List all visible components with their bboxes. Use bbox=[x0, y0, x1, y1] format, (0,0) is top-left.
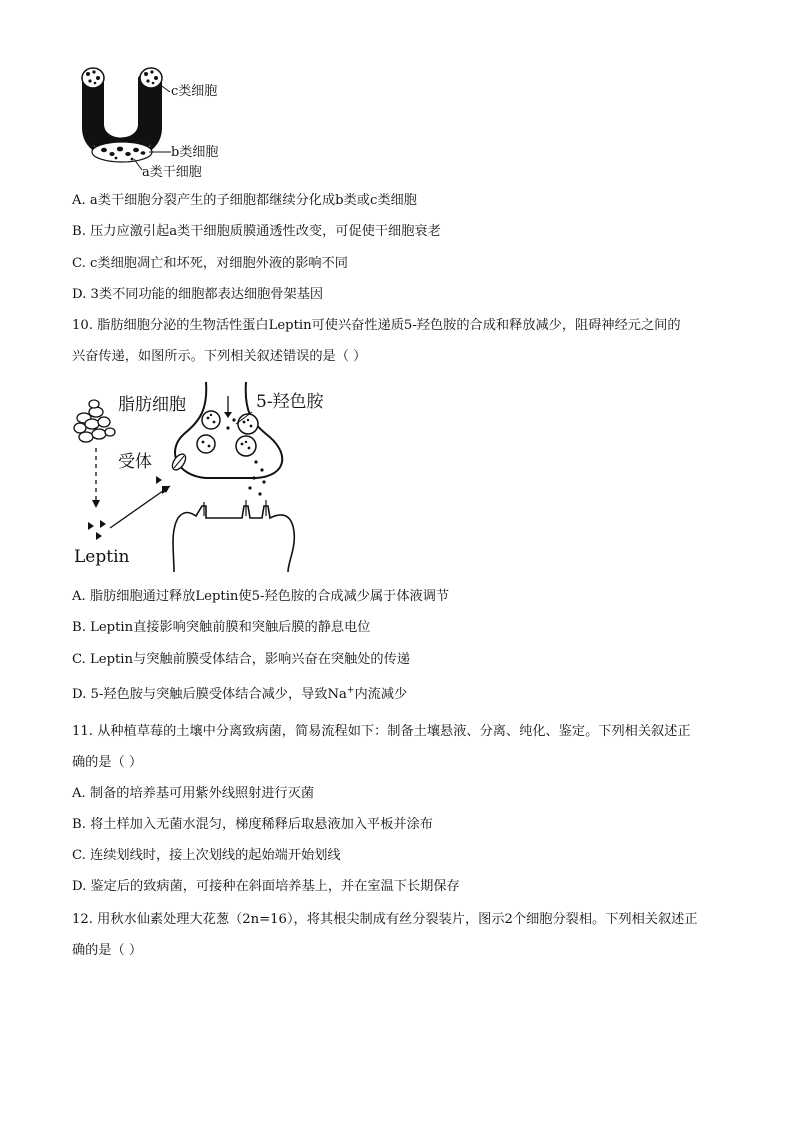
q12-stem-line1: 12. 用秋水仙素处理大花葱（2n=16），将其根尖制成有丝分裂装片，图示2个细胞分裂相。下列相关叙述正 bbox=[72, 912, 698, 927]
q11-option-a: A. 制备的培养基可用紫外线照射进行灭菌 bbox=[72, 786, 315, 801]
q10-option-b: B. Leptin直接影响突触前膜和突触后膜的静息电位 bbox=[72, 620, 371, 635]
fat-cell-icon bbox=[74, 400, 115, 442]
q9-option-c: C. c类细胞凋亡和坏死，对细胞外液的影响不同 bbox=[72, 256, 348, 271]
q11-option-d: D. 鉴定后的致病菌，可接种在斜面培养基上，并在室温下长期保存 bbox=[72, 879, 460, 894]
q11-option-c: C. 连续划线时，接上次划线的起始端开始划线 bbox=[72, 848, 341, 863]
q9-option-d: D. 3类不同功能的细胞都表达细胞骨架基因 bbox=[72, 287, 324, 302]
q12-stem-line2: 确的是（ ） bbox=[72, 943, 143, 958]
q10-stem-line2: 兴奋传递，如图所示。下列相关叙述错误的是（ ） bbox=[72, 349, 367, 364]
q10-option-d bbox=[72, 686, 407, 704]
q10-option-c: C. Leptin与突触前膜受体结合，影响兴奋在突触处的传递 bbox=[72, 652, 410, 667]
fat-cell-label: 脂肪细胞 bbox=[118, 395, 186, 415]
q11-stem-line2: 确的是（ ） bbox=[72, 755, 143, 770]
q9-option-a: A. a类干细胞分裂产生的子细胞都继续分化成b类或c类细胞 bbox=[72, 193, 417, 208]
q10-option-d-suffix: 内流减少 bbox=[354, 687, 408, 702]
q9-option-b: B. 压力应激引起a类干细胞质膜通透性改变，可促使干细胞衰老 bbox=[72, 224, 441, 239]
q11-stem-line1: 11. 从种植草莓的土壤中分离致病菌，简易流程如下：制备土壤悬液、分离、纯化、鉴定。下列相关叙述正 bbox=[72, 724, 691, 739]
leptin-label: Leptin bbox=[74, 547, 130, 567]
sodium-charge: + bbox=[346, 685, 355, 696]
label-b-cells: b类细胞 bbox=[171, 145, 219, 160]
serotonin-label: 5-羟色胺 bbox=[256, 392, 324, 412]
q10-option-d-prefix: D. 5-羟色胺与突触后膜受体结合减少，导致Na bbox=[72, 687, 347, 702]
q11-option-b: B. 将土样加入无菌水混匀，梯度稀释后取悬液加入平板并涂布 bbox=[72, 817, 433, 832]
label-c-cells: c类细胞 bbox=[171, 84, 218, 99]
label-a-cells: a类干细胞 bbox=[142, 165, 202, 180]
q10-option-a: A. 脂肪细胞通过释放Leptin使5-羟色胺的合成减少属于体液调节 bbox=[72, 589, 450, 604]
receptor-label: 受体 bbox=[118, 452, 152, 472]
q10-stem-line1: 10. 脂肪细胞分泌的生物活性蛋白Leptin可使兴奋性递质5-羟色胺的合成和释放减少，阻碍神经元之间的 bbox=[72, 318, 681, 333]
